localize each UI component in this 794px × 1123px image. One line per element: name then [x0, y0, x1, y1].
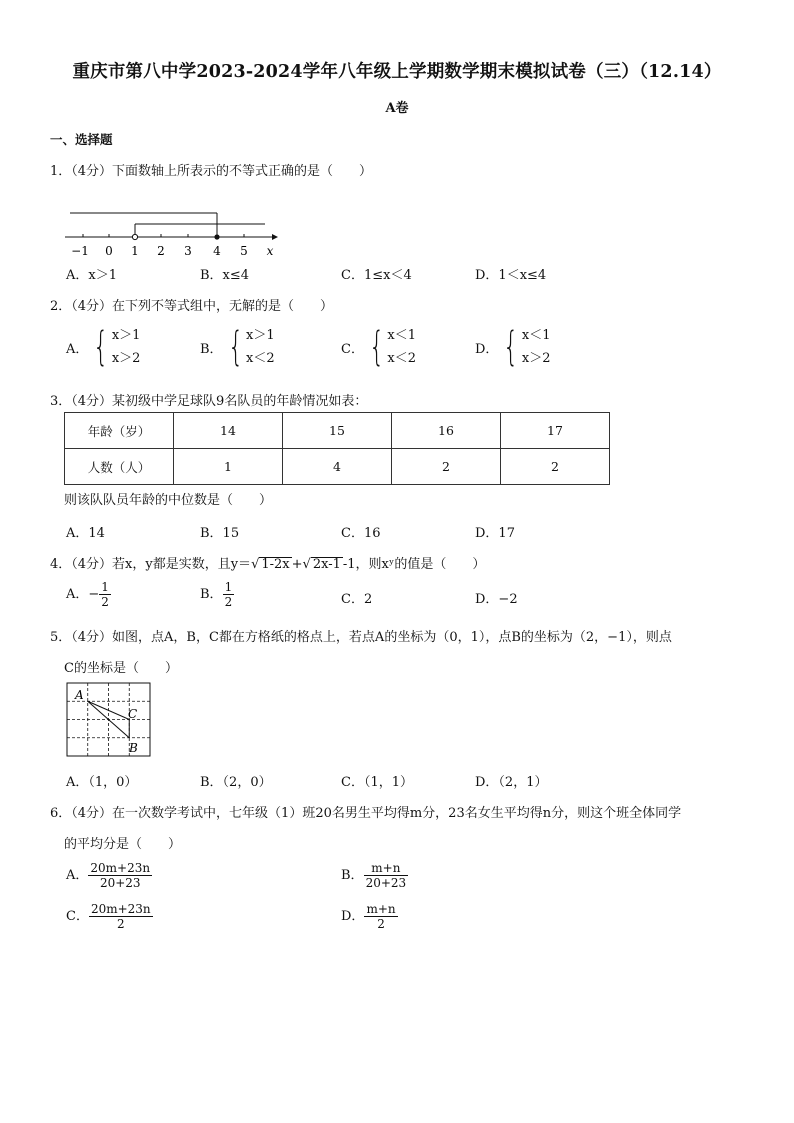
tick-label: 5 — [240, 244, 248, 258]
table-cell: 14 — [174, 413, 283, 449]
table-cell: 17 — [501, 413, 610, 449]
q2-option-c[interactable] — [341, 324, 416, 370]
inequality-2: x＞2 — [521, 351, 551, 366]
table-row — [65, 449, 610, 485]
table-cell: 15 — [283, 413, 392, 449]
section-heading: 一、选择题 — [50, 132, 113, 147]
q3-stem: 3．（4分）某初级中学足球队9名队员的年龄情况如表： — [50, 394, 368, 409]
fraction — [99, 580, 111, 609]
sqrt-sign-icon: √ — [251, 557, 260, 572]
q4-option-b[interactable] — [200, 580, 234, 609]
numerator: 20m+23n — [90, 861, 151, 875]
inequality-1: x＞1 — [246, 328, 275, 343]
q4-option-c[interactable]: C．2 — [341, 592, 373, 607]
q1-option-d[interactable]: D．1＜x≤4 — [475, 268, 547, 283]
brace-icon: { — [503, 324, 519, 370]
q3-option-b[interactable]: B．15 — [200, 526, 240, 541]
table-row — [65, 413, 610, 449]
table-cell: 16 — [392, 413, 501, 449]
q5-option-c[interactable]: C．（1，1） — [341, 775, 413, 790]
option-label: C． — [341, 341, 364, 357]
q2-option-a[interactable] — [66, 324, 140, 370]
q1-stem: 1．（4分）下面数轴上所表示的不等式正确的是（ ） — [50, 164, 373, 179]
q5-option-d[interactable]: D．（2，1） — [475, 775, 548, 790]
table-cell: 1 — [174, 449, 283, 485]
table-cell: 4 — [283, 449, 392, 485]
tick-label: 3 — [184, 244, 192, 258]
table-cell: 2 — [501, 449, 610, 485]
numerator: m+n — [364, 861, 409, 876]
option-label: A．− — [66, 587, 100, 602]
sqrt-term-1: 1-2x — [261, 557, 290, 572]
q2-option-d[interactable] — [475, 324, 551, 370]
denominator: 20+23 — [99, 876, 141, 890]
inequality-2: x＜2 — [387, 351, 417, 366]
inequality-2: x＞2 — [111, 351, 141, 366]
inequality-2: x＜2 — [246, 351, 275, 366]
q3-option-a[interactable]: A．14 — [66, 526, 105, 541]
numerator: 20m+23n — [90, 902, 151, 916]
table-cell: 人数（人） — [65, 449, 174, 485]
q4-option-a[interactable] — [66, 580, 111, 609]
option-label: D． — [475, 341, 499, 357]
axis-variable-label: x — [266, 244, 274, 258]
q3-option-d[interactable]: D．17 — [475, 526, 515, 541]
q5-grid-figure — [66, 682, 152, 758]
tick-label: 2 — [157, 244, 165, 258]
option-label: A． — [66, 341, 89, 357]
q4-stem — [50, 553, 485, 572]
denominator: 2 — [224, 595, 233, 609]
q6-option-d[interactable] — [341, 902, 398, 931]
numerator: 1 — [101, 580, 109, 594]
option-label: D． — [341, 909, 365, 924]
option-label: B． — [200, 587, 223, 602]
fraction — [364, 861, 409, 890]
denominator: 2 — [116, 917, 125, 931]
q3-option-c[interactable]: C．16 — [341, 526, 381, 541]
fraction — [364, 902, 397, 931]
brace-icon: { — [227, 324, 243, 370]
q6-option-c[interactable] — [66, 902, 153, 931]
brace-icon: { — [93, 324, 109, 370]
q6-stem-line2: 的平均分是（ ） — [64, 837, 182, 852]
point-label-a: A — [75, 688, 84, 702]
sqrt-sign-icon: √ — [302, 557, 311, 572]
fraction — [89, 902, 153, 931]
denominator: 2 — [377, 917, 385, 931]
q2-option-b[interactable] — [200, 324, 275, 370]
fraction — [88, 861, 152, 890]
q2-stem: 2．（4分）在下列不等式组中，无解的是（ ） — [50, 299, 334, 314]
tick-label: 1 — [131, 244, 139, 258]
paper-section-label: A卷 — [385, 101, 409, 116]
q6-stem-line1: 6．（4分）在一次数学考试中，七年级（1）班20名男生平均得m分，23名女生平均得n分，则这个班全体同学 — [50, 806, 682, 821]
q5-option-a[interactable]: A．（1，0） — [66, 775, 138, 790]
denominator: 2 — [101, 595, 109, 609]
inequality-1: x＞1 — [111, 328, 141, 343]
q6-option-a[interactable] — [66, 861, 152, 890]
q3-follow-up: 则该队队员年龄的中位数是（ ） — [64, 493, 273, 508]
q4-stem-start: 4．（4分）若x，y都是实数，且y＝ — [50, 557, 252, 572]
open-point — [132, 234, 137, 239]
numerator: m+n — [366, 902, 396, 916]
plus-sign: + — [291, 557, 303, 572]
table-cell: 年龄（岁） — [65, 413, 174, 449]
inequality-1: x＜1 — [521, 328, 551, 343]
point-label-b: B — [129, 741, 138, 755]
q5-option-b[interactable]: B．（2，0） — [200, 775, 272, 790]
q1-number-line — [60, 205, 290, 260]
tick-label: −1 — [71, 244, 89, 258]
q6-option-b[interactable] — [341, 861, 408, 890]
q1-option-a[interactable]: A．x＞1 — [66, 268, 117, 283]
denominator: 20+23 — [365, 876, 407, 890]
point-label-c: C — [128, 707, 138, 721]
age-table — [64, 412, 610, 485]
fraction — [223, 580, 235, 609]
sqrt-term-2: 2x-1 — [312, 557, 341, 572]
q5-stem-line2: C的坐标是（ ） — [64, 661, 178, 676]
numerator: 1 — [224, 580, 233, 594]
q1-option-b[interactable]: B．x≤4 — [200, 268, 250, 283]
q5-stem-line1: 5．（4分）如图，点A，B，C都在方格纸的格点上，若点A的坐标为（0，1），点B的坐标为（2，−1），则点 — [50, 630, 672, 645]
q4-stem-end: -1，则xʸ的值是（ ） — [342, 557, 486, 572]
option-label: C． — [66, 909, 89, 924]
q4-option-d[interactable]: D．−2 — [475, 592, 518, 607]
brace-icon: { — [369, 324, 385, 370]
exam-title: 重庆市第八中学2023-2024学年八年级上学期数学期末模拟试卷（三）（12.14） — [72, 62, 722, 82]
closed-point — [214, 234, 219, 239]
option-label: B． — [341, 868, 364, 883]
q1-option-c[interactable]: C．1≤x＜4 — [341, 268, 412, 283]
tick-label: 0 — [105, 244, 113, 258]
table-cell: 2 — [392, 449, 501, 485]
tick-label: 4 — [213, 244, 221, 258]
option-label: B． — [200, 341, 223, 357]
inequality-1: x＜1 — [387, 328, 417, 343]
option-label: A． — [66, 868, 89, 883]
